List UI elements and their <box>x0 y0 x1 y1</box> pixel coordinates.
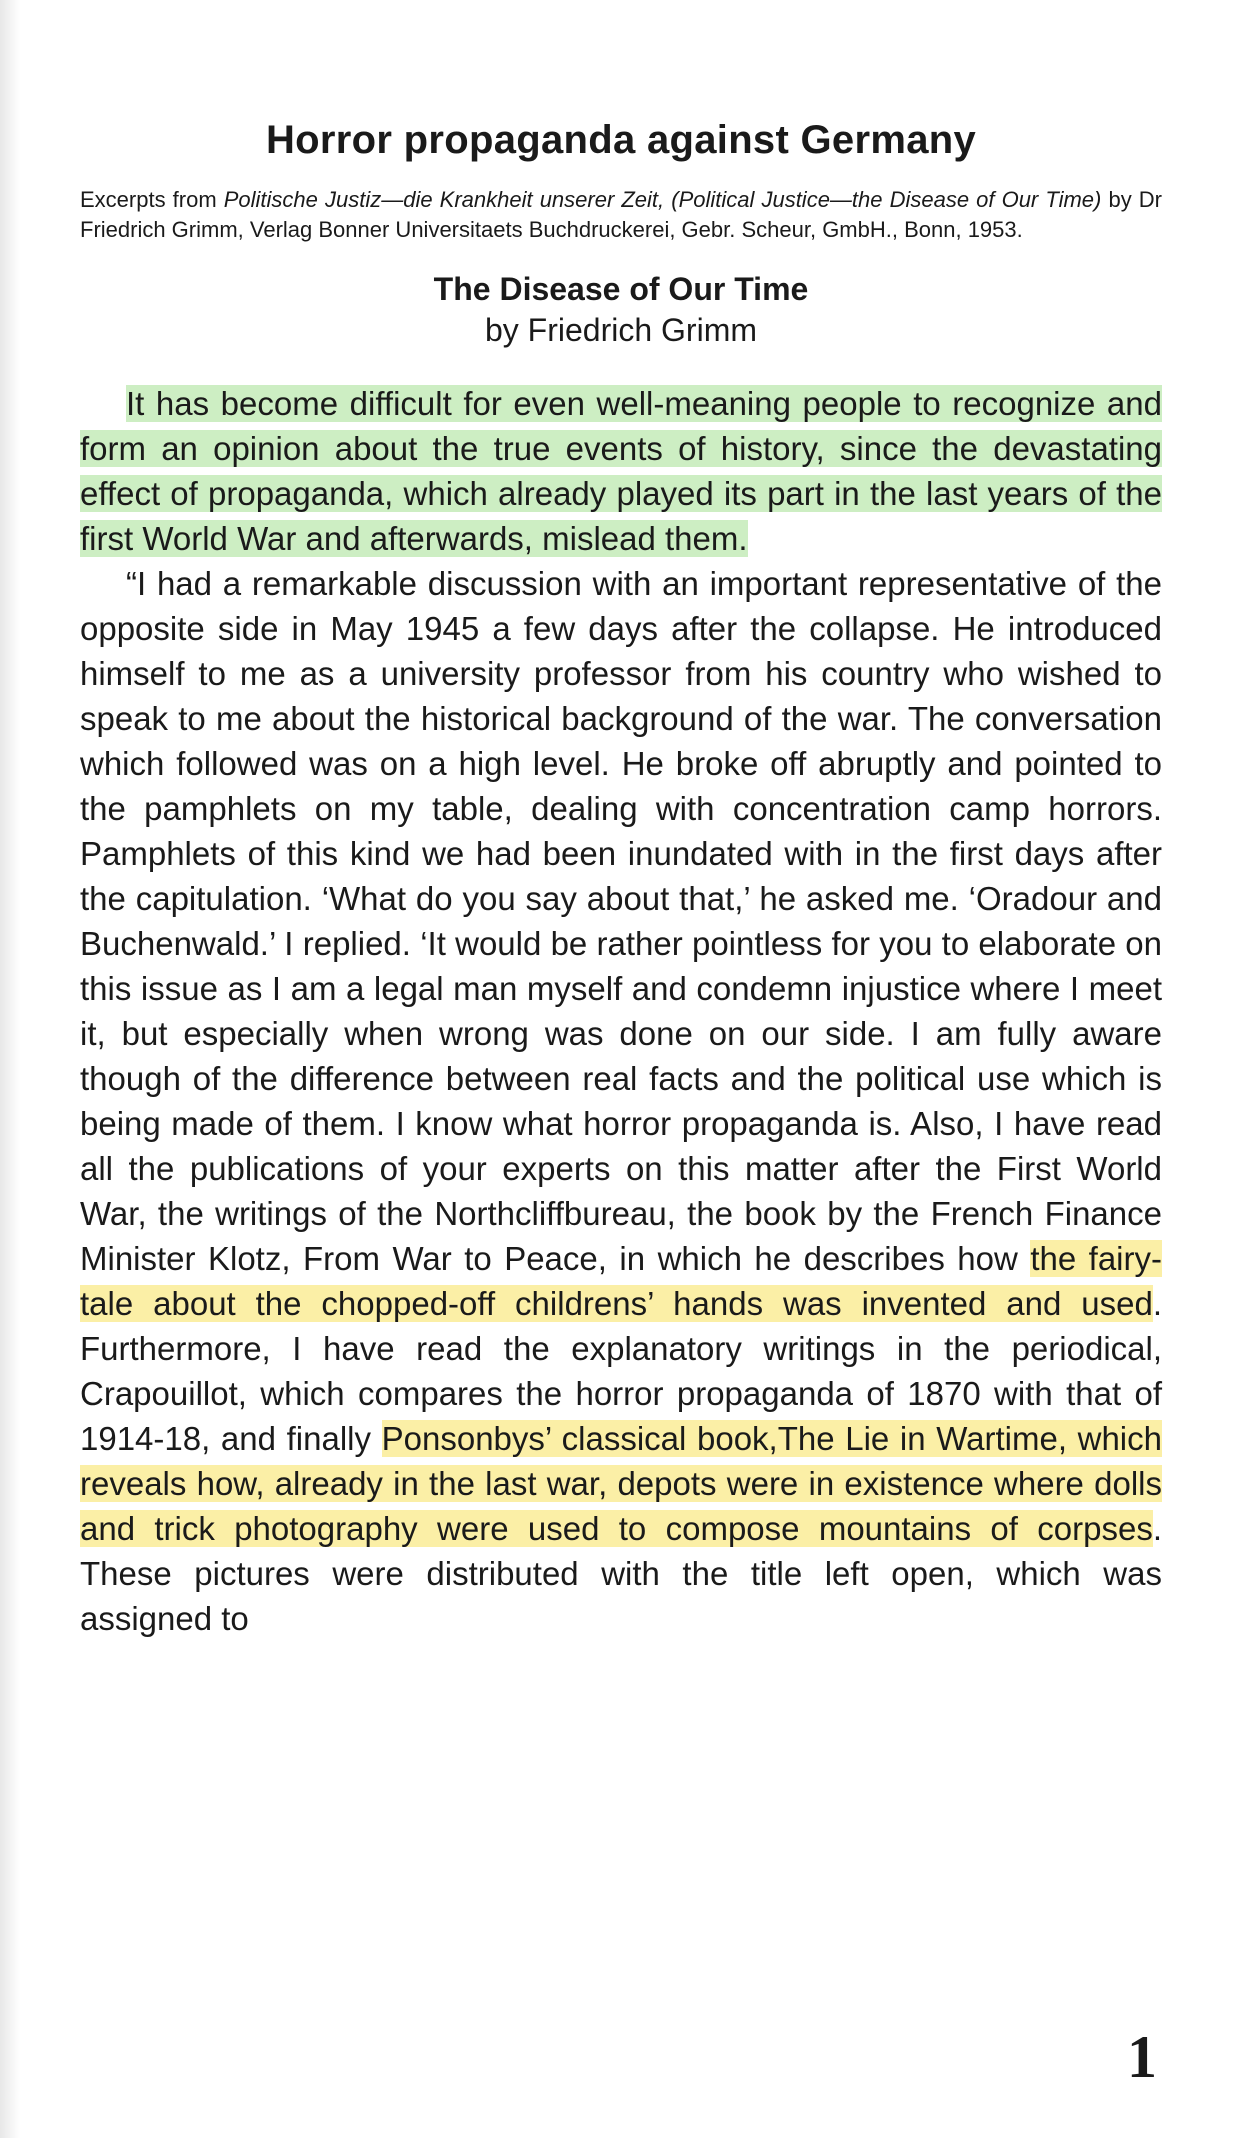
highlight-yellow-fairy-tale: the fairy-tale about the chopped-off childrens’ hands was invented and used <box>80 1240 1162 1322</box>
article-title: Horror propaganda against Germany <box>265 118 977 162</box>
excerpt-note <box>80 185 1162 245</box>
article-subtitle: The Disease of Our Time <box>433 271 809 307</box>
article-byline: by Friedrich Grimm <box>484 312 757 348</box>
article-content <box>80 118 1162 1641</box>
highlight-green: It has become difficult for even well-meaning people to recognize and form an opinion about the true events of history, since the devastating effect of propaganda, which already played its part in the last years of the first World War and afterwards, mislead them. <box>80 385 1162 557</box>
highlight-yellow-ponsonby: Ponsonbys’ classical book,The Lie in Wartime, which reveals how, already in the last war, depots were in existence where dolls and trick photography were used to compose mountains of corpses <box>80 1420 1162 1547</box>
excerpt-source-title: Politische Justiz—die Krankheit unserer Zeit, (Political Justice—the Disease of Our Time) <box>223 187 1102 212</box>
page-number: 1 <box>1127 2024 1157 2090</box>
paragraph-2 <box>80 561 1162 1641</box>
paragraph-2-text-c: . These pictures were distributed with the title left open, which was assigned to <box>80 1510 1162 1637</box>
paragraph-2-text-b: . Furthermore, I have read the explanatory writings in the periodical, Crapouillot, which compares the horror propaganda of 1870 with that of 1914-18, and finally <box>80 1285 1162 1457</box>
excerpt-lead: Excerpts from <box>80 187 224 212</box>
page-spine-shadow <box>0 0 20 2138</box>
paragraph-2-text-a: “I had a remarkable discussion with an important representative of the opposite side in May 1945 a few days after the collapse. He introduced himself to me as a university professor from his country who wished to speak to me about the historical background of the war. The conversation which followed was on a high level. He broke off abruptly and pointed to the pamphlets on my table, dealing with concentration camp horrors. Pamphlets of this kind we had been inundated with in the first days after the capitulation. ‘What do you say about that,’ he asked me. ‘Oradour and Buchenwald.’ I replied. ‘It would be rather pointless for you to elaborate on this issue as I am a legal man myself and condemn injustice where I meet it, but especially when wrong was done on our side. I am fully aware though of the difference between real facts and the political use which is being made of them. I know what horror propaganda is. Also, I have read all the publications of your experts on this matter after the First World War, the writings of the Northcliffbureau, the book by the French Finance Minister Klotz, From War to Peace, in which he describes how <box>80 565 1162 1277</box>
paragraph-1 <box>80 381 1162 561</box>
excerpt-publisher: by Dr Friedrich Grimm, Verlag Bonner Universitaets Buchdruckerei, Gebr. Scheur, GmbH., Bonn, 1953. <box>80 187 1162 242</box>
